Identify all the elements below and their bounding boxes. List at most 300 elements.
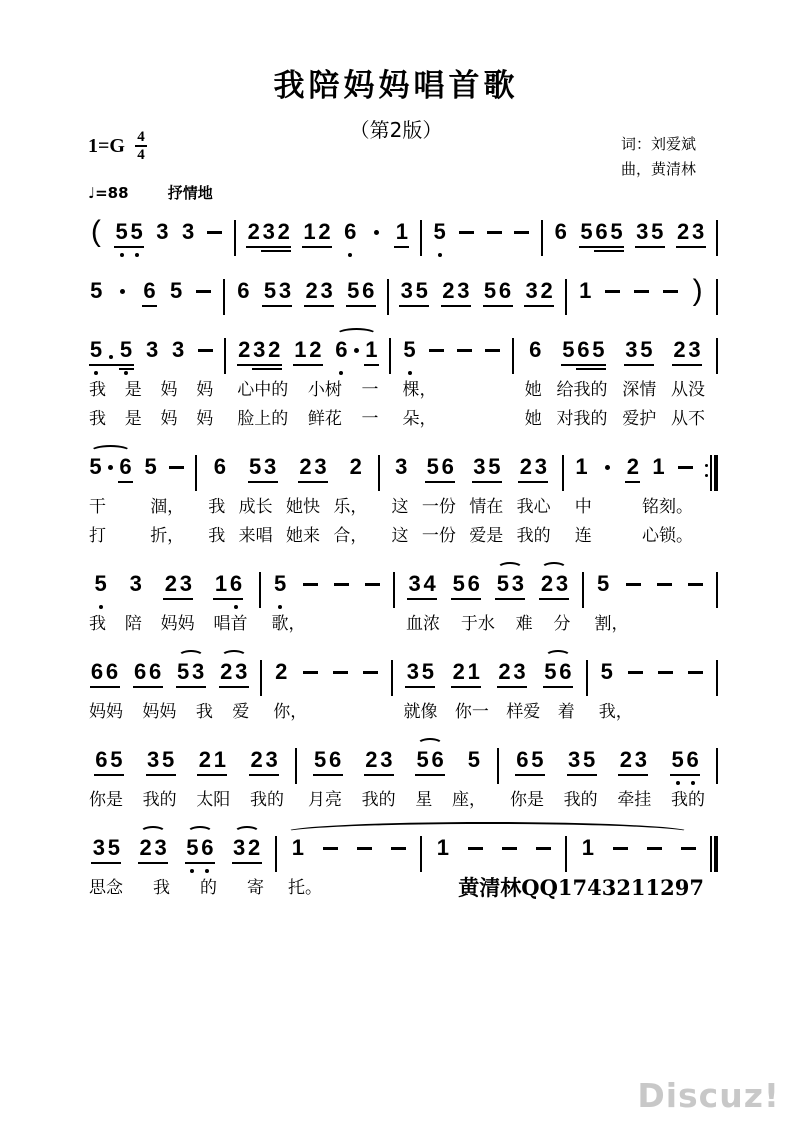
note [290, 836, 305, 872]
underline-eighth [591, 364, 606, 366]
note [236, 279, 251, 315]
notes-row [519, 338, 711, 374]
note-group [405, 660, 435, 696]
note [129, 220, 144, 256]
dash-sustain [656, 572, 673, 608]
tie-arc [283, 822, 692, 843]
measure [225, 279, 386, 315]
lyric-syllable: 寄 [247, 878, 264, 898]
note-digit: 6 [119, 454, 132, 479]
lyric-syllable: 小树 [307, 380, 342, 400]
note-digit: 3 [156, 219, 169, 244]
slurred-note-group [232, 836, 262, 872]
underline-eighth [234, 686, 249, 688]
dash-line [634, 290, 649, 293]
underline-eighth [440, 481, 455, 483]
lyric-syllable: 我的 [249, 790, 284, 810]
lyric-syllable: 我 [208, 497, 226, 517]
underline-eighth [624, 364, 639, 366]
lyric-syllable: 我的 [142, 790, 177, 810]
note-digit: 3 [513, 659, 526, 684]
notes-row [231, 338, 384, 374]
underline-eighth [515, 774, 530, 776]
note [161, 748, 176, 784]
note [232, 836, 247, 872]
lyric-syllable: 这 [391, 497, 409, 517]
note-group [262, 279, 292, 315]
underline-eighth [276, 246, 291, 248]
underline-eighth [420, 686, 435, 688]
note-group [402, 338, 417, 374]
underline-eighth [487, 481, 502, 483]
underline-eighth [264, 774, 279, 776]
lyric-syllable: 我 [89, 380, 106, 400]
note [277, 279, 292, 315]
underline-eighth [191, 686, 206, 688]
lyric-syllable: 我 [153, 878, 170, 898]
underline-eighth [422, 598, 437, 600]
underline-eighth [249, 774, 264, 776]
note [441, 279, 456, 315]
dash-line [323, 847, 338, 850]
lyric-syllable: 月亮 [308, 790, 342, 810]
lyrics-row [589, 608, 712, 637]
note [261, 220, 276, 256]
underline-eighth [430, 774, 445, 776]
note [88, 455, 103, 491]
dash-line [536, 847, 551, 850]
note-digit: 5 [130, 219, 143, 244]
note [185, 836, 200, 872]
measure [393, 660, 586, 725]
note-group [114, 220, 144, 256]
lyric-syllable: 星 [415, 790, 433, 810]
note [212, 455, 227, 491]
dash-sustain [646, 836, 663, 872]
augmentation-dot [600, 455, 615, 491]
note-digit: 5 [186, 835, 199, 860]
slurred-note-group [176, 660, 206, 696]
underline-eighth [277, 305, 292, 307]
note-digit: 3 [179, 571, 192, 596]
note-group [133, 660, 163, 696]
note-digit: 2 [238, 337, 251, 362]
note [89, 338, 104, 374]
slurred-note-group [543, 660, 573, 696]
note [561, 338, 576, 374]
note-group [600, 455, 615, 491]
underline-eighth [133, 686, 148, 688]
lyric-syllable: 陪 [124, 614, 142, 634]
note-group [195, 279, 212, 315]
underline-eighth [90, 686, 105, 688]
note-digit: 5 [562, 337, 575, 362]
note-digit: 6 [441, 454, 454, 479]
dash-line [357, 847, 372, 850]
dash-line [457, 349, 472, 352]
note-group [181, 220, 196, 256]
lyric-syllable: 于水 [460, 614, 495, 634]
note-digit: 5 [249, 454, 262, 479]
note [415, 748, 430, 784]
note [394, 220, 409, 256]
note-digit: 3 [634, 747, 647, 772]
notes-row [394, 279, 560, 315]
note-digit: 6 [431, 747, 444, 772]
note [248, 455, 263, 491]
underline-eighth [248, 481, 263, 483]
lyric-syllable: 我的 [361, 790, 396, 810]
lyrics-row [83, 608, 254, 637]
measure [543, 220, 716, 256]
note-group [145, 338, 160, 374]
measure [499, 748, 716, 813]
note-group [93, 572, 108, 608]
slurred-note-group [539, 572, 569, 608]
note [304, 279, 319, 315]
lyric-syllable: 你是 [89, 790, 123, 810]
note-group [483, 279, 513, 315]
lyrics-row [504, 784, 711, 813]
underline-eighth [530, 774, 545, 776]
dash-sustain [168, 455, 185, 491]
dash-line [502, 847, 517, 850]
lyrics-row [396, 374, 506, 403]
note-digit: 6 [686, 747, 699, 772]
dash-line [681, 847, 696, 850]
notation-system [78, 559, 718, 637]
note-digit: 2 [626, 454, 639, 479]
measure [277, 836, 420, 901]
underline-eighth [91, 862, 106, 864]
note-group [561, 338, 606, 374]
measure [588, 660, 716, 725]
note [163, 572, 178, 608]
notes-row [385, 455, 556, 491]
lyricist-credit: 词：刘爱斌 [620, 135, 696, 153]
underline-eighth [518, 481, 533, 483]
note [105, 660, 120, 696]
note-group [651, 455, 666, 491]
note [118, 455, 133, 491]
augmentation-dot [115, 279, 130, 315]
underline-eighth [687, 364, 702, 366]
note-digit: 3 [154, 835, 167, 860]
note [456, 279, 471, 315]
note-group [451, 572, 481, 608]
note-digit: 3 [92, 835, 105, 860]
lyric-syllable: 脸上的 [237, 409, 289, 429]
note [650, 220, 665, 256]
low-octave-dot [120, 253, 124, 257]
note [317, 220, 332, 256]
note-digit: 1 [395, 219, 408, 244]
underline-eighth [561, 364, 576, 366]
lyric-syllable: 爱 [232, 702, 250, 722]
notes-row [396, 338, 506, 374]
lyric-syllable: 我 [208, 526, 226, 546]
tempo-marking: ♩=88 [88, 184, 129, 202]
note-digit: 2 [540, 571, 554, 596]
dash-sustain [633, 279, 650, 315]
low-octave-dot [278, 605, 282, 609]
dash-sustain [677, 455, 694, 491]
lyric-syllable: 她快 [286, 497, 320, 517]
note-digit: 3 [395, 454, 408, 479]
note-group [88, 215, 103, 256]
notes-row [572, 274, 711, 315]
lyric-syllable: 我 [89, 409, 106, 429]
lyric-syllable: 来唱 [238, 526, 273, 546]
note-digit: 5 [421, 659, 435, 684]
note-digit: 6 [498, 278, 512, 303]
note-digit: 6 [577, 337, 590, 362]
lyric-syllable: 妈 [160, 409, 178, 429]
note [651, 455, 666, 491]
note-digit: 5 [583, 747, 596, 772]
notes-row [83, 338, 219, 374]
note [264, 748, 279, 784]
note-digit: 3 [408, 571, 421, 596]
time-signature-top: 4 [137, 129, 145, 145]
underline-eighth [414, 305, 429, 307]
measure [78, 748, 295, 813]
lyrics-row [83, 491, 190, 520]
note-digit: 6 [90, 659, 104, 684]
underline-eighth [237, 364, 252, 366]
note [670, 748, 685, 784]
note-group [94, 748, 124, 784]
note-digit: 3 [380, 747, 393, 772]
note-group [486, 220, 503, 256]
underline-eighth [582, 774, 597, 776]
lyrics-row [231, 403, 384, 432]
note [249, 748, 264, 784]
note [246, 220, 261, 256]
dash-line [663, 290, 678, 293]
note [394, 455, 409, 491]
dash-sustain [680, 836, 697, 872]
note-digit: 1 [575, 454, 588, 479]
note-group [91, 836, 121, 872]
lyric-syllable: 是 [124, 409, 142, 429]
low-octave-dot [99, 605, 103, 609]
underline-eighth [185, 862, 200, 864]
notes-row [266, 572, 389, 608]
note-group [513, 220, 530, 256]
underline-eighth [554, 598, 569, 600]
note-group [168, 455, 185, 491]
dash-sustain [332, 660, 349, 696]
credits-block [621, 132, 696, 182]
dot-glyph [109, 355, 113, 359]
notes-row [593, 660, 711, 696]
dash-line [468, 847, 483, 850]
lyrics-row [202, 491, 373, 520]
time-signature [135, 130, 147, 162]
underline-eighth [609, 246, 624, 248]
underline-eighth [466, 598, 481, 600]
thin-barline [710, 455, 712, 491]
lyric-syllable: 一份 [421, 497, 456, 517]
note [582, 748, 597, 784]
lyric-syllable: 妈妈 [142, 702, 177, 722]
low-octave-dot [339, 371, 343, 375]
dash-sustain [687, 660, 704, 696]
composer-contact: 黄清林QQ1743211297 [458, 875, 704, 900]
underline-eighth [148, 686, 163, 688]
note-digit: 5 [263, 278, 277, 303]
underline-eighth [89, 364, 104, 366]
note-digit: 2 [299, 454, 312, 479]
note-digit: 3 [172, 337, 185, 362]
repeat-dots [704, 455, 710, 491]
note-digit: 3 [235, 659, 248, 684]
note-digit: 3 [625, 337, 638, 362]
lyric-syllable: 打 [89, 526, 106, 546]
note-digit: 3 [129, 571, 142, 596]
note-digit: 3 [473, 454, 486, 479]
lyrics-row [519, 374, 711, 403]
note-group [425, 455, 455, 491]
note [171, 338, 186, 374]
underline-eighth [105, 686, 120, 688]
underline-eighth [176, 686, 191, 688]
note-digit: 3 [253, 337, 266, 362]
note [405, 660, 420, 696]
note [624, 338, 639, 374]
underline-eighth [129, 246, 144, 248]
underline-sixteenth [276, 250, 291, 252]
note [633, 748, 648, 784]
key-label: 1=G [88, 134, 125, 157]
underline-eighth [539, 598, 554, 600]
lyrics-row [400, 608, 577, 637]
note-digit: 5 [89, 454, 102, 479]
note-digit: ) [692, 274, 703, 307]
underline-eighth [213, 598, 228, 600]
lyric-syllable: 唱首 [213, 614, 248, 634]
note-digit: 6 [201, 835, 214, 860]
note-group [687, 572, 704, 608]
measure [380, 455, 561, 549]
dash-sustain [662, 279, 679, 315]
note-digit: 5 [107, 835, 120, 860]
note-digit: 6 [95, 747, 108, 772]
note-group [248, 455, 278, 491]
measure [78, 338, 224, 432]
note-group [90, 660, 120, 696]
note-group [169, 279, 184, 315]
lyric-syllable: 她 [524, 409, 542, 429]
note-group [680, 836, 697, 872]
note-digit: 5 [347, 278, 360, 303]
measure [78, 215, 234, 256]
dash-line [198, 349, 213, 352]
note [263, 455, 278, 491]
notes-row [241, 220, 415, 256]
note [472, 455, 487, 491]
note [691, 220, 706, 256]
underline-eighth [451, 686, 466, 688]
note [676, 220, 691, 256]
note-digit: 2 [676, 219, 690, 244]
lyric-syllable: 妈 [196, 380, 214, 400]
note [302, 220, 317, 256]
lyrics-row [83, 696, 255, 725]
underline-eighth [456, 305, 471, 307]
note [293, 338, 308, 374]
note-digit: 5 [314, 747, 327, 772]
notes-row [398, 660, 581, 696]
note [451, 572, 466, 608]
underline-eighth [308, 364, 323, 366]
page-subtitle: （第2版） [349, 118, 443, 142]
note [237, 338, 252, 374]
slurred-note-group [219, 660, 249, 696]
dash-sustain [604, 279, 621, 315]
note-digit: 3 [406, 659, 420, 684]
note [530, 748, 545, 784]
note-group [143, 455, 158, 491]
dash-sustain [484, 338, 501, 374]
note-group [290, 836, 305, 872]
note [176, 660, 191, 696]
note-group [646, 836, 663, 872]
underline-eighth [263, 481, 278, 483]
lyric-syllable: 你是 [510, 790, 544, 810]
note [451, 660, 466, 696]
note-group [677, 455, 694, 491]
lyric-syllable: 心中的 [237, 380, 289, 400]
notes-row [267, 660, 385, 696]
measure [262, 660, 390, 725]
lyric-syllable: 爱护 [622, 409, 657, 429]
note-group [213, 572, 243, 608]
note-group [115, 279, 130, 315]
note-digit: 6 [213, 454, 226, 479]
note [328, 748, 343, 784]
note-digit: 2 [498, 659, 511, 684]
note-group [604, 279, 621, 315]
note-group [567, 748, 597, 784]
note-digit: 5 [531, 747, 544, 772]
underline-sixteenth [252, 368, 267, 370]
augmentation-dot [369, 220, 384, 256]
note-digit: 5 [610, 219, 623, 244]
underline-eighth [219, 686, 234, 688]
underline-eighth [364, 774, 379, 776]
note [348, 455, 363, 491]
underline-eighth [142, 305, 157, 307]
note-digit: 6 [516, 747, 529, 772]
measure [78, 279, 223, 315]
note-digit: 6 [554, 219, 567, 244]
note [672, 338, 687, 374]
augmentation-dot [349, 338, 364, 374]
notes-row [83, 572, 254, 608]
note [148, 660, 163, 696]
open-paren-icon [88, 215, 103, 256]
lyric-syllable: 从不 [670, 409, 705, 429]
note [273, 572, 288, 608]
underline-eighth [579, 246, 594, 248]
note [313, 455, 328, 491]
dash-line [391, 847, 406, 850]
measure [567, 274, 716, 315]
dash-line [207, 231, 222, 234]
note [495, 572, 510, 608]
